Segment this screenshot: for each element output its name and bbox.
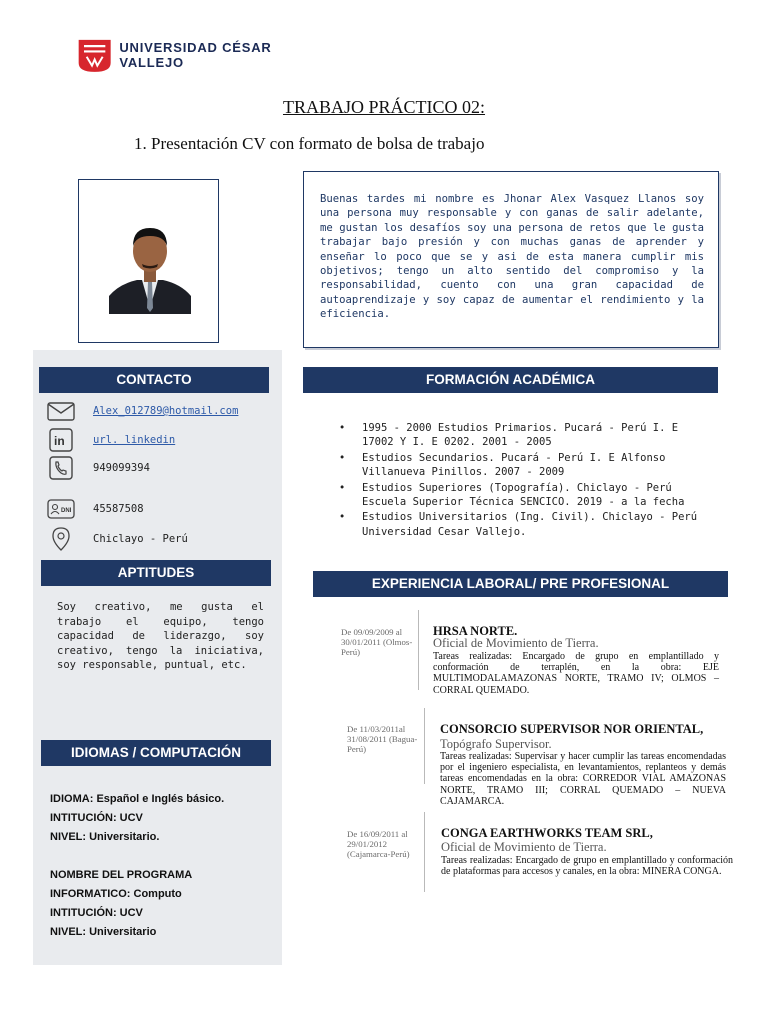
- university-logo: [76, 34, 316, 76]
- location-text: Chiclayo - Perú: [93, 533, 188, 545]
- informatico-line: INFORMATICO: Computo: [50, 888, 182, 900]
- intro-box: [303, 171, 719, 348]
- formacion-list: [337, 421, 709, 540]
- linkedin-icon: [46, 427, 76, 453]
- contact-location-row: [46, 526, 188, 552]
- logo-text: UNIVERSIDAD CÉSAR VALLEJO: [119, 40, 272, 70]
- dni-number: 45587508: [93, 503, 144, 515]
- contact-phone-row: [46, 455, 150, 481]
- institucion-line-2: INTITUCIÓN: UCV: [50, 907, 143, 919]
- job-description: Tareas realizadas: Supervisar y hacer cumplir las tareas encomendadas por el ingeniero especialista, en levantamientos, replanteos y demás tareas encomendadas en la obra: CORREDOR VIAL AMAZONAS NORTE, TRAMO III; CORRAL QUEMADO – NUEVA CAJAMARCA.: [440, 751, 726, 807]
- email-link[interactable]: Alex_012789@hotmail.com: [93, 405, 239, 417]
- aptitudes-header: APTITUDES: [41, 560, 271, 586]
- contact-linkedin-row: [46, 427, 176, 453]
- timeline-divider: [418, 610, 419, 690]
- job-role: Topógrafo Supervisor.: [440, 737, 552, 751]
- phone-number: 949099394: [93, 462, 150, 474]
- document-subtitle: 1. Presentación CV con formato de bolsa de trabajo: [134, 134, 485, 153]
- formacion-header: FORMACIÓN ACADÉMICA: [303, 367, 718, 393]
- job-company: HRSA NORTE.: [433, 624, 518, 638]
- aptitudes-text: Soy creativo, me gusta el trabajo el equipo, tengo capacidad de liderazgo, soy creativo, tengo la iniciativa, soy responsable, puntual, etc.: [57, 601, 264, 672]
- document-title: TRABAJO PRÁCTICO 02:: [282, 97, 486, 117]
- experiencia-header: EXPERIENCIA LABORAL/ PRE PROFESIONAL: [313, 571, 728, 597]
- id-card-icon: [46, 496, 76, 522]
- idiomas-header: IDIOMAS / COMPUTACIÓN: [41, 740, 271, 766]
- timeline-divider: [424, 812, 425, 892]
- intro-text: Buenas tardes mi nombre es Jhonar Alex Vasquez Llanos soy una persona muy responsable y con ganas de salir adelante, me gustan los desafíos soy una persona de retos que le gusta trabajar bajo presión y con muchas ganas de aprender y enseñar lo poco que se y asi de esta manera cumplir mis objetivos; tengo un alto sentido del compromiso y la responsabilidad, cuento con una gran capacidad de autoaprendizaje y soy capaz de aumentar el rendimiento y la eficiencia.: [320, 193, 704, 321]
- timeline-divider: [424, 708, 425, 784]
- nivel-line: NIVEL: Universitario.: [50, 831, 160, 843]
- job-description: Tareas realizadas: Encargado de grupo en emplantillado y conformación de terraplén, en la obra: EJE MULTIMODALAMAZONAS NORTE, TRAMO IV; OLMOS – CORRAL QUEMADO.: [433, 651, 719, 696]
- linkedin-link[interactable]: url. linkedin: [93, 434, 176, 446]
- ucv-shield-icon: [76, 34, 113, 76]
- job-role: Oficial de Movimiento de Tierra.: [441, 840, 607, 854]
- institucion-line: INTITUCIÓN: UCV: [50, 812, 143, 824]
- phone-icon: [46, 455, 76, 481]
- job-date: De 09/09/2009 al 30/01/2011 (Olmos-Perú): [341, 627, 413, 657]
- job-company: CONSORCIO SUPERVISOR NOR ORIENTAL,: [440, 722, 704, 736]
- job-date: De 16/09/2011 al 29/01/2012 (Cajamarca-Perú): [347, 829, 410, 859]
- svg-text:DNI: DNI: [61, 508, 72, 514]
- list-item: • Estudios Superiores (Topografía). Chiclayo - Perú Escuela Superior Técnica SENCICO. 2019 - a la fecha: [337, 481, 709, 510]
- contact-email-row: [46, 398, 239, 424]
- idioma-line: IDIOMA: Español e Inglés básico.: [50, 793, 225, 805]
- job-company: CONGA EARTHWORKS TEAM SRL,: [441, 826, 653, 840]
- svg-text:in: in: [54, 434, 65, 448]
- nivel-line-2: NIVEL: Universitario: [50, 926, 157, 938]
- contact-header: CONTACTO: [39, 367, 269, 393]
- envelope-icon: [46, 398, 76, 424]
- idiomas-block: [50, 790, 224, 942]
- list-item: • Estudios Secundarios. Pucará - Perú I. E Alfonso Villanueva Pinillos. 2007 - 2009: [337, 451, 709, 480]
- job-role: Oficial de Movimiento de Tierra.: [433, 636, 599, 650]
- list-item: • Estudios Universitarios (Ing. Civil). Chiclayo - Perú Universidad Cesar Vallejo.: [337, 510, 709, 539]
- photo-frame: [78, 179, 219, 343]
- location-pin-icon: [46, 526, 76, 552]
- profile-photo: [109, 218, 191, 314]
- list-item: • 1995 - 2000 Estudios Primarios. Pucará - Perú I. E 17002 Y I. E 0202. 2001 - 2005: [337, 421, 709, 450]
- contact-dni-row: [46, 496, 144, 522]
- job-date: De 11/03/2011al 31/08/2011 (Bagua-Perú): [347, 724, 418, 754]
- programa-line: NOMBRE DEL PROGRAMA: [50, 869, 193, 881]
- job-description: Tareas realizadas: Encargado de grupo en emplantillado y conformación de plataformas para accesos y canales, en la obra: MINERA CONGA.: [441, 855, 733, 878]
